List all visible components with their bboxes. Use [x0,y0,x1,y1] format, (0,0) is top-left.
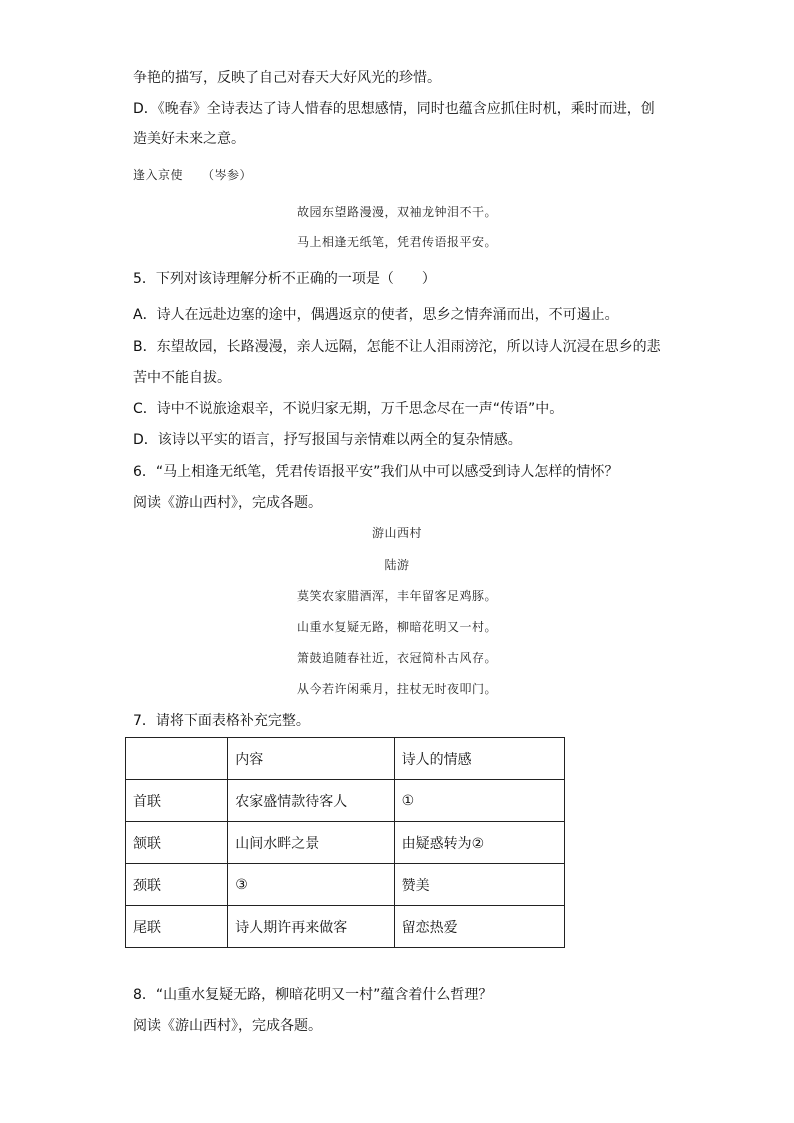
table-cell: 尾联 [126,906,228,948]
table-cell: 颔联 [126,822,228,864]
table-row [126,822,565,864]
q8-question: 8．“山重水复疑无路，柳暗花明又一村”蕴含着什么哲理？ [133,987,493,1003]
q5-option-d: D．该诗以平实的语言，抒写报国与亲情难以两全的复杂情感。 [133,432,522,448]
poem1-line: 马上相逢无纸笔，凭君传语报平安。 [296,235,497,249]
table-cell: 诗人的情感 [394,738,564,780]
table-cell [126,738,228,780]
q7-table [125,737,565,948]
table-row [126,864,565,906]
poem1-line: 故园东望路漫漫，双袖龙钟泪不干。 [296,205,497,219]
poem2-line: 从今若许闲乘月，拄杖无时夜叩门。 [296,682,497,696]
table-cell: ① [394,780,564,822]
q5-option-a: A．诗人在远赴边塞的途中，偶遇返京的使者，思乡之情奔涌而出，不可遏止。 [133,307,619,323]
table-cell: 首联 [126,780,228,822]
q5-option-b: B．东望故园，长路漫漫，亲人远隔，怎能不让人泪雨滂沱，所以诗人沉浸在思乡的悲 [133,339,661,355]
poem2-title: 游山西村 [371,526,422,540]
table-cell: 诗人期许再来做客 [228,906,394,948]
table-cell: 赞美 [394,864,564,906]
q6-instruction: 阅读《游山西村》，完成各题。 [133,495,322,511]
poem1-title-author: 逢入京使 （岑参） [133,168,253,182]
q5-question: 5．下列对该诗理解分析不正确的一项是（ ） [133,271,436,287]
table-cell: 由疑惑转为② [394,822,564,864]
q5-option-c: C．诗中不说旅途艰辛，不说归家无期，万千思念尽在一声“传语”中。 [133,401,564,417]
q8-instruction: 阅读《游山西村》，完成各题。 [133,1018,322,1034]
q7-question: 7．请将下面表格补充完整。 [133,713,310,729]
option-d: D．《晚春》全诗表达了诗人惜春的思想感情，同时也蕴含应抓住时机，乘时而进，创 [133,101,655,117]
table-cell: 农家盛情款待客人 [228,780,394,822]
table-cell: ③ [228,864,394,906]
option-c-continuation: 争艳的描写，反映了自己对春天大好风光的珍惜。 [133,70,441,86]
q6-question: 6．“马上相逢无纸笔，凭君传语报平安”我们从中可以感受到诗人怎样的情怀？ [133,464,619,480]
poem2-author: 陆游 [384,558,410,572]
q5-option-b-continuation: 苦中不能自拔。 [133,370,231,386]
table-row [126,780,565,822]
table-cell: 颈联 [126,864,228,906]
table-cell: 山间水畔之景 [228,822,394,864]
poem2-line: 莫笑农家腊酒浑，丰年留客足鸡豚。 [296,589,497,603]
table-cell: 内容 [228,738,394,780]
option-d-continuation: 造美好未来之意。 [133,131,245,147]
poem2-line: 山重水复疑无路，柳暗花明又一村。 [296,620,497,634]
table-row [126,906,565,948]
table-header-row [126,738,565,780]
poem2-line: 箫鼓追随春社近，衣冠简朴古风存。 [296,651,497,665]
table-cell: 留恋热爱 [394,906,564,948]
